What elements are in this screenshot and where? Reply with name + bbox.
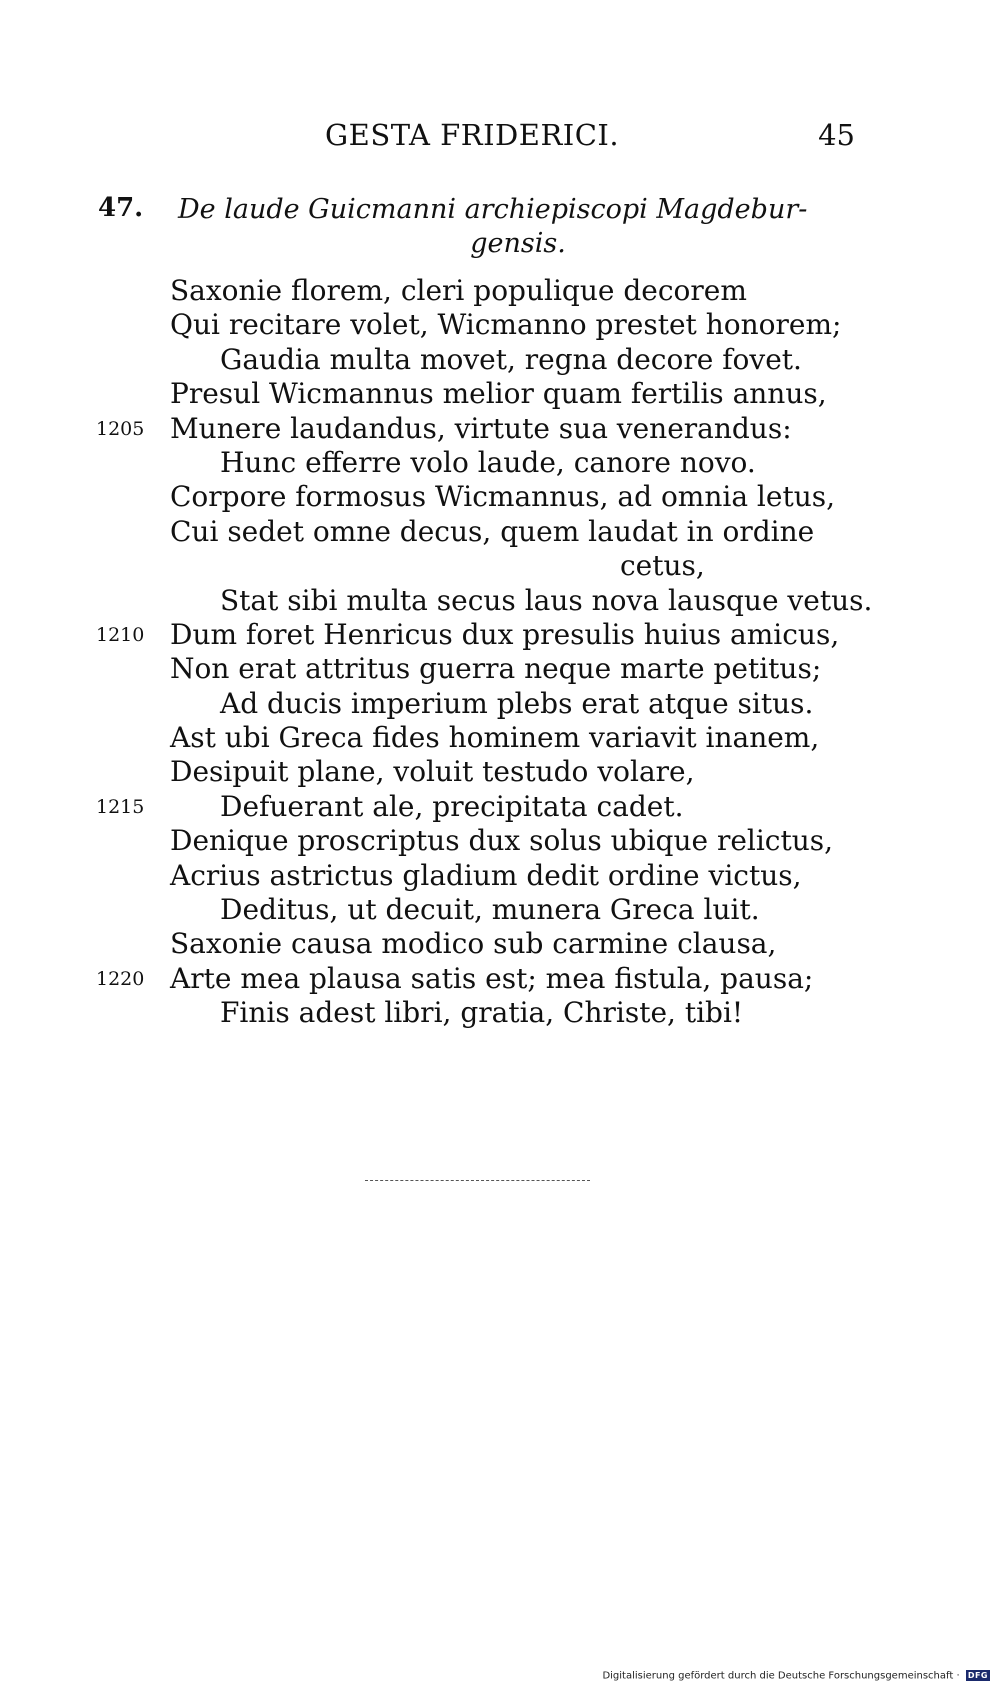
verse-line <box>0 584 1000 618</box>
verse-text: Presul Wicmannus melior quam fertilis annus, <box>170 377 827 411</box>
poem-body <box>0 274 1000 1031</box>
verse-text: Deditus, ut decuit, munera Greca luit. <box>220 893 760 927</box>
verse-text: Corpore formosus Wicmannus, ad omnia letus, <box>170 480 836 514</box>
verse-number: 1210 <box>96 623 145 646</box>
verse-text: Desipuit plane, voluit testudo volare, <box>170 755 695 789</box>
verse-line <box>0 274 1000 308</box>
verse-line <box>0 790 1000 824</box>
verse-line <box>0 893 1000 927</box>
verse-text: Qui recitare volet, Wicmanno prestet honorem; <box>170 308 842 342</box>
running-title: GESTA FRIDERICI. <box>325 118 620 152</box>
section-title <box>178 193 858 261</box>
section-number: 47. <box>98 193 144 223</box>
verse-text: Saxonie florem, cleri populique decorem <box>170 274 747 307</box>
digitization-credit <box>602 1670 990 1682</box>
section-heading <box>98 193 858 263</box>
verse-text: Ast ubi Greca fides hominem variavit inanem, <box>170 721 820 755</box>
verse-number: 1220 <box>96 967 145 990</box>
verse-text: Finis adest libri, gratia, Christe, tibi! <box>220 996 744 1030</box>
verse-line <box>0 859 1000 893</box>
verse-text: Denique proscriptus dux solus ubique relictus, <box>170 824 834 858</box>
verse-text: Dum foret Henricus dux presulis huius amicus, <box>170 617 840 651</box>
verse-line <box>0 446 1000 480</box>
verse-text: Cui sedet omne decus, quem laudat in ordine <box>170 514 815 548</box>
credit-text: Digitalisierung gefördert durch die Deutsche Forschungsgemeinschaft · <box>602 1670 960 1681</box>
verse-text: Hunc efferre volo laude, canore novo. <box>220 445 756 479</box>
verse-number: 1205 <box>96 417 145 440</box>
end-rule <box>365 1180 590 1181</box>
verse-line <box>0 687 1000 721</box>
verse-text: Saxonie causa modico sub carmine clausa, <box>170 927 777 961</box>
verse-text: Ad ducis imperium plebs erat atque situs. <box>220 686 814 720</box>
dfg-logo: DFG <box>967 1670 988 1680</box>
verse-text: Acrius astrictus gladium dedit ordine victus, <box>170 858 802 892</box>
verse-line <box>0 962 1000 996</box>
verse-line <box>0 480 1000 514</box>
verse-number: 1215 <box>96 795 145 818</box>
verse-line <box>0 377 1000 411</box>
verse-text: cetus, <box>620 549 705 583</box>
verse-line <box>0 927 1000 961</box>
verse-line <box>0 412 1000 446</box>
section-title-line: gensis. <box>470 228 566 259</box>
verse-text: Defuerant ale, precipitata cadet. <box>220 789 684 823</box>
verse-line <box>0 652 1000 686</box>
section-title-line: De laude Guicmanni archiepiscopi Magdebur- <box>178 194 808 225</box>
verse-line <box>0 549 1000 583</box>
verse-text: Arte mea plausa satis est; mea fistula, pausa; <box>170 961 814 995</box>
verse-line <box>0 824 1000 858</box>
verse-line <box>0 721 1000 755</box>
verse-line <box>0 308 1000 342</box>
verse-line <box>0 996 1000 1030</box>
verse-line <box>0 343 1000 377</box>
verse-line <box>0 755 1000 789</box>
verse-line <box>0 618 1000 652</box>
running-head <box>325 118 855 158</box>
verse-text: Stat sibi multa secus laus nova lausque vetus. <box>220 583 873 617</box>
verse-line <box>0 515 1000 549</box>
verse-text: Munere laudandus, virtute sua venerandus: <box>170 411 792 445</box>
verse-text: Non erat attritus guerra neque marte petitus; <box>170 652 822 686</box>
verse-text: Gaudia multa movet, regna decore fovet. <box>220 342 802 376</box>
page-number: 45 <box>818 118 855 152</box>
